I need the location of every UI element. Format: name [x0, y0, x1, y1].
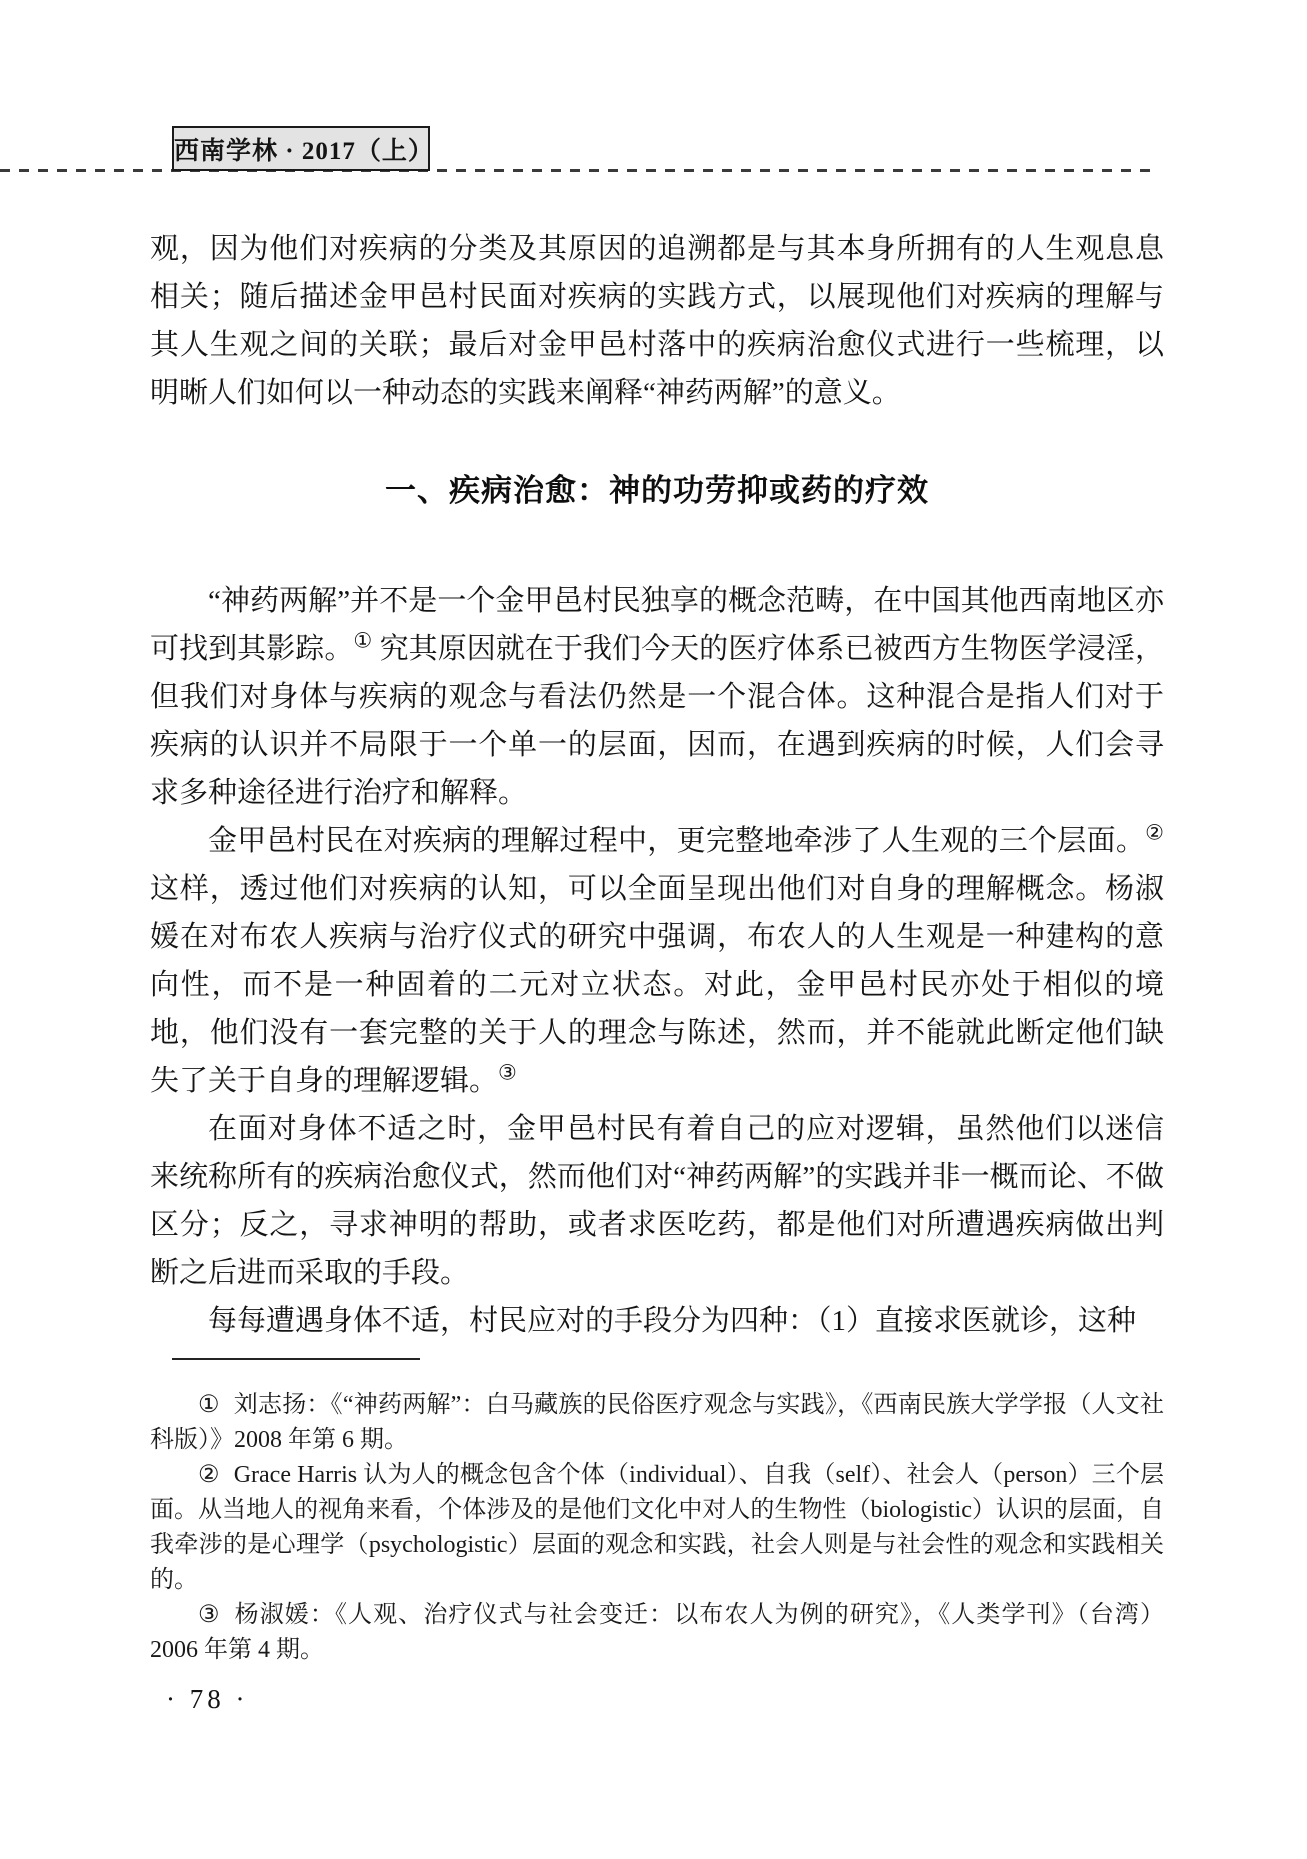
page-number: · 78 · — [166, 1684, 249, 1714]
footnote-ref-superscript: ③ — [498, 1060, 517, 1085]
main-text-column — [150, 225, 1164, 1345]
footnote-text: Grace Harris 认为人的概念包含个体（individual）、自我（self）、社会人（person）三个层面。从当地人的视角来看，个体涉及的是他们文化中对人的生物性（biologistic）认识的层面，自我牵涉的是心理学（psychologistic）层面的观念和实践，社会人则是与社会性的观念和实践相关的。 — [150, 1462, 1165, 1593]
journal-header-badge — [172, 126, 434, 171]
footnote-ref-superscript: ① — [353, 628, 373, 653]
footnote-text: 杨淑媛：《人观、治疗仪式与社会变迁：以布农人为例的研究》，《人类学刊》（台湾）2006 年第 4 期。 — [150, 1602, 1165, 1663]
footnote-marker: ① — [198, 1392, 220, 1418]
footnote-1 — [150, 1388, 1164, 1458]
journal-title: 西南学林 · 2017（上） — [174, 137, 434, 165]
footnote-3 — [150, 1598, 1164, 1668]
footnote-2 — [150, 1458, 1164, 1598]
footnote-text: 刘志扬：《“神药两解”：白马藏族的民俗医疗观念与实践》，《西南民族大学学报（人文社科版）》2008 年第 6 期。 — [150, 1392, 1164, 1453]
footnote-marker: ③ — [198, 1602, 221, 1628]
footnotes-block — [150, 1388, 1164, 1668]
section-paragraph-3: 在面对身体不适之时，金甲邑村民有着自己的应对逻辑，虽然他们以迷信来统称所有的疾病治愈仪式，然而他们对“神药两解”的实践并非一概而论、不做区分；反之，寻求神明的帮助，或者求医吃药，都是他们对所遭遇疾病做出判断之后进而采取的手段。 — [150, 1113, 1164, 1289]
footnote-marker: ② — [198, 1462, 220, 1488]
section-paragraph-2: 金甲邑村民在对疾病的理解过程中，更完整地牵涉了人生观的三个层面。②这样，透过他们对疾病的认知，可以全面呈现出他们对自身的理解概念。杨淑媛在对布农人疾病与治疗仪式的研究中强调，布农人的人生观是一种建构的意向性，而不是一种固着的二元对立状态。对此，金甲邑村民亦处于相似的境地，他们没有一套完整的关于人的理念与陈述，然而，并不能就此断定他们缺失了关于自身的理解逻辑。③ — [150, 820, 1164, 1097]
section-heading: 一、疾病治愈：神的功劳抑或药的疗效 — [385, 473, 929, 508]
opening-paragraph: 观，因为他们对疾病的分类及其原因的追溯都是与其本身所拥有的人生观息息相关；随后描述金甲邑村民面对疾病的实践方式，以展现他们对疾病的理解与其人生观之间的关联；最后对金甲邑村落中的疾病治愈仪式进行一些梳理，以明晰人们如何以一种动态的实践来阐释“神药两解”的意义。 — [150, 233, 1164, 409]
section-paragraph-1: “神药两解”并不是一个金甲邑村民独享的概念范畴，在中国其他西南地区亦可找到其影踪。① 究其原因就在于我们今天的医疗体系已被西方生物医学浸淫，但我们对身体与疾病的观念与看法仍然是一个混合体。这种混合是指人们对于疾病的认识并不局限于一个单一的层面，因而，在遇到疾病的时候，人们会寻求多种途径进行治疗和解释。 — [150, 585, 1164, 809]
footnote-ref-superscript: ② — [1145, 820, 1164, 845]
section-paragraph-4: 每每遭遇身体不适，村民应对的手段分为四种：（1）直接求医就诊，这种 — [208, 1305, 1137, 1337]
footnote-divider — [172, 1358, 420, 1360]
